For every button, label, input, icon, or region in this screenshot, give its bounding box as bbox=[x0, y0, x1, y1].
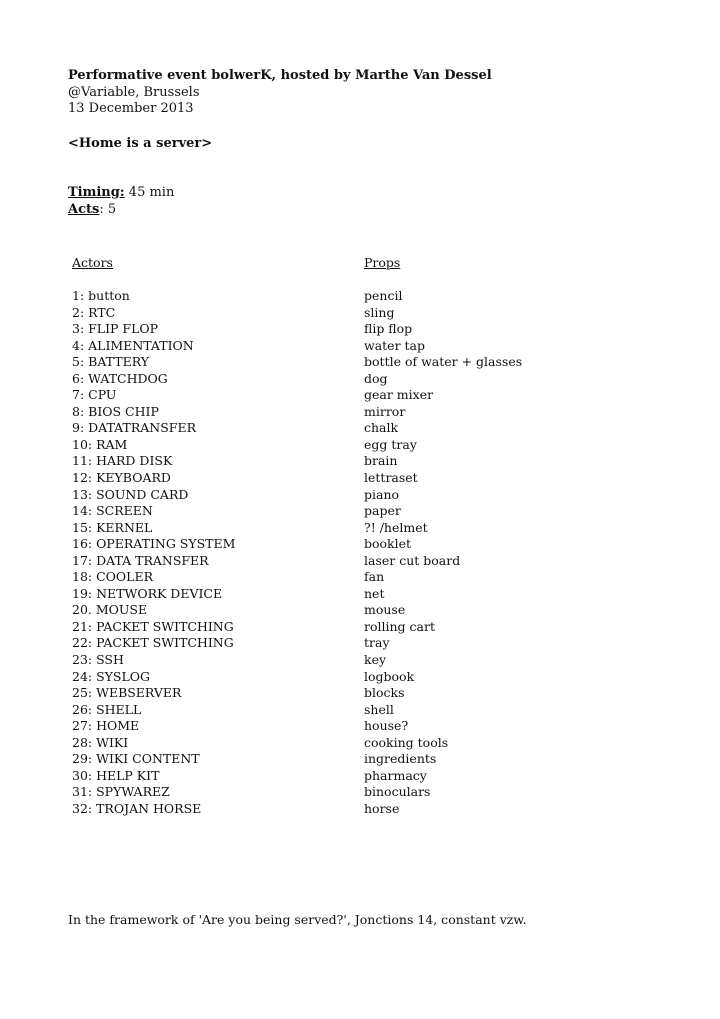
table-row bbox=[72, 288, 552, 305]
prop-cell: ?! /helmet bbox=[364, 519, 428, 535]
prop-cell: binoculars bbox=[364, 784, 431, 800]
actor-cell: 2: RTC bbox=[72, 304, 116, 320]
actor-cell: 9: DATATRANSFER bbox=[72, 420, 196, 436]
prop-cell: lettraset bbox=[364, 470, 418, 486]
event-venue: @Variable, Brussels bbox=[68, 84, 200, 100]
props-column-header: Props bbox=[364, 255, 401, 270]
table-row bbox=[72, 371, 552, 388]
actor-cell: 3: FLIP FLOP bbox=[72, 321, 159, 337]
table-row bbox=[72, 751, 552, 768]
event-date: 13 December 2013 bbox=[68, 101, 194, 117]
prop-cell: blocks bbox=[364, 685, 405, 701]
acts-line bbox=[68, 202, 174, 219]
actor-cell: 7: CPU bbox=[72, 387, 117, 403]
table-row bbox=[72, 387, 552, 404]
prop-cell: tray bbox=[364, 635, 390, 651]
table-row bbox=[72, 801, 552, 818]
prop-cell: cooking tools bbox=[364, 734, 449, 750]
prop-cell: pharmacy bbox=[364, 767, 427, 783]
prop-cell: water tap bbox=[364, 337, 425, 353]
acts-label: Acts bbox=[68, 201, 100, 217]
table-row bbox=[72, 735, 552, 752]
table-row bbox=[72, 520, 552, 537]
piece-title: <Home is a server> bbox=[68, 136, 213, 151]
actor-cell: 19: NETWORK DEVICE bbox=[72, 585, 223, 601]
table-row bbox=[72, 321, 552, 338]
table-row bbox=[72, 437, 552, 454]
timing-value: 45 min bbox=[128, 185, 175, 200]
table-row bbox=[72, 338, 552, 355]
actor-cell: 13: SOUND CARD bbox=[72, 486, 189, 502]
actor-cell: 5: BATTERY bbox=[72, 354, 149, 370]
prop-cell: booklet bbox=[364, 536, 412, 552]
prop-cell: mouse bbox=[364, 602, 406, 618]
prop-cell: brain bbox=[364, 453, 398, 469]
table-row bbox=[72, 784, 552, 801]
table-row bbox=[72, 553, 552, 570]
document-header bbox=[68, 68, 492, 118]
actor-cell: 24: SYSLOG bbox=[72, 668, 151, 684]
actor-cell: 4: ALIMENTATION bbox=[72, 337, 194, 353]
actor-cell: 10: RAM bbox=[72, 436, 128, 452]
table-row bbox=[72, 718, 552, 735]
table-row bbox=[72, 536, 552, 553]
prop-cell: chalk bbox=[364, 420, 399, 436]
prop-cell: ingredients bbox=[364, 751, 437, 767]
table-row bbox=[72, 768, 552, 785]
actor-cell: 20. MOUSE bbox=[72, 602, 148, 618]
prop-cell: mirror bbox=[364, 403, 406, 419]
prop-cell: sling bbox=[364, 304, 395, 320]
actor-cell: 21: PACKET SWITCHING bbox=[72, 618, 234, 634]
prop-cell: logbook bbox=[364, 668, 415, 684]
prop-cell: bottle of water + glasses bbox=[364, 354, 523, 370]
prop-cell: house? bbox=[364, 718, 409, 734]
prop-cell: laser cut board bbox=[364, 552, 461, 568]
actor-cell: 32: TROJAN HORSE bbox=[72, 800, 202, 816]
actor-cell: 29: WIKI CONTENT bbox=[72, 751, 200, 767]
table-row bbox=[72, 487, 552, 504]
actor-cell: 18: COOLER bbox=[72, 569, 153, 585]
actor-cell: 15: KERNEL bbox=[72, 519, 153, 535]
footer-note: In the framework of 'Are you being served?', Jonctions 14, constant vzw. bbox=[68, 912, 527, 927]
actor-cell: 23: SSH bbox=[72, 652, 124, 668]
table-row bbox=[72, 305, 552, 322]
actor-cell: 14: SCREEN bbox=[72, 503, 153, 519]
actor-cell: 26: SHELL bbox=[72, 701, 142, 717]
actor-cell: 31: SPYWAREZ bbox=[72, 784, 170, 800]
prop-cell: paper bbox=[364, 503, 401, 519]
table-row bbox=[72, 453, 552, 470]
table-row bbox=[72, 420, 552, 437]
table-row bbox=[72, 685, 552, 702]
prop-cell: gear mixer bbox=[364, 387, 434, 403]
acts-value: : 5 bbox=[99, 201, 117, 217]
prop-cell: key bbox=[364, 652, 387, 668]
actor-cell: 28: WIKI bbox=[72, 734, 129, 750]
actor-cell: 8: BIOS CHIP bbox=[72, 403, 159, 419]
actor-cell: 16: OPERATING SYSTEM bbox=[72, 536, 236, 552]
actor-cell: 30: HELP KIT bbox=[72, 767, 160, 783]
actor-cell: 1: button bbox=[72, 288, 130, 303]
table-row bbox=[72, 354, 552, 371]
prop-cell: dog bbox=[364, 370, 388, 386]
prop-cell: piano bbox=[364, 486, 400, 502]
table-row bbox=[72, 569, 552, 586]
actor-cell: 27: HOME bbox=[72, 718, 140, 734]
table-row bbox=[72, 635, 552, 652]
prop-cell: rolling cart bbox=[364, 618, 435, 634]
actor-cell: 25: WEBSERVER bbox=[72, 685, 182, 701]
table-rows bbox=[72, 288, 552, 818]
table-row bbox=[72, 619, 552, 636]
table-row bbox=[72, 602, 552, 619]
table-row bbox=[72, 586, 552, 603]
table-row bbox=[72, 404, 552, 421]
event-title: Performative event bolwerK, hosted by Marthe Van Dessel bbox=[68, 68, 492, 83]
actor-cell: 6: WATCHDOG bbox=[72, 370, 168, 386]
timing-label: Timing: bbox=[68, 185, 125, 200]
table-row bbox=[72, 503, 552, 520]
prop-cell: horse bbox=[364, 800, 400, 816]
table-row bbox=[72, 470, 552, 487]
actor-cell: 17: DATA TRANSFER bbox=[72, 552, 209, 568]
prop-cell: pencil bbox=[364, 288, 403, 303]
timing-line bbox=[68, 185, 174, 202]
table-row bbox=[72, 652, 552, 669]
prop-cell: net bbox=[364, 585, 385, 601]
prop-cell: shell bbox=[364, 701, 394, 717]
event-meta bbox=[68, 185, 174, 218]
table-row bbox=[72, 702, 552, 719]
actor-cell: 11: HARD DISK bbox=[72, 453, 173, 469]
prop-cell: flip flop bbox=[364, 321, 413, 337]
actor-cell: 12: KEYBOARD bbox=[72, 470, 171, 486]
table-row bbox=[72, 669, 552, 686]
prop-cell: egg tray bbox=[364, 436, 417, 452]
prop-cell: fan bbox=[364, 569, 385, 585]
actor-cell: 22: PACKET SWITCHING bbox=[72, 635, 234, 651]
actors-column-header: Actors bbox=[72, 255, 113, 270]
